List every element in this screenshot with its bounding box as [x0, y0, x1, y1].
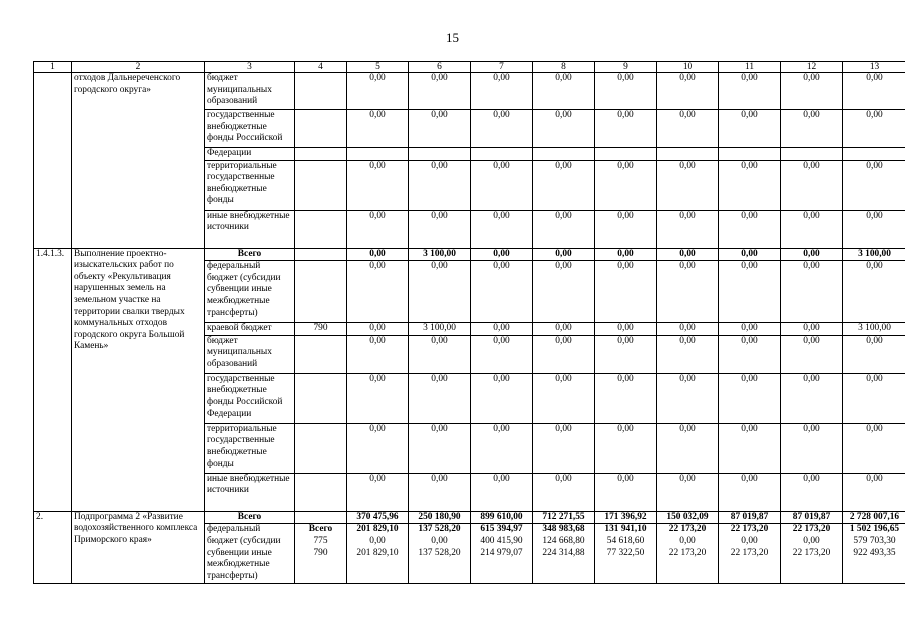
code: [295, 473, 347, 511]
value-cell: [533, 524, 595, 584]
value-line: 348 983,68: [542, 524, 585, 535]
value-line: 0,00: [741, 535, 758, 546]
value-cell: [471, 148, 533, 161]
value-cell: 87 019,87: [781, 511, 843, 524]
value-cell: 0,00: [471, 323, 533, 336]
value-cell: 0,00: [347, 335, 409, 373]
value-cell: 0,00: [657, 261, 719, 323]
value-cell: 0,00: [347, 110, 409, 148]
column-header: 1: [34, 62, 72, 73]
value-line: 224 314,88: [542, 547, 585, 558]
value-cell: 0,00: [471, 160, 533, 210]
funding-source: бюджет муниципальных образований: [205, 335, 295, 373]
funding-source: Федерации: [205, 148, 295, 161]
value-cell: 0,00: [719, 423, 781, 473]
value-cell: 0,00: [347, 473, 409, 511]
value-cell: 0,00: [533, 210, 595, 248]
value-cell: [781, 524, 843, 584]
code: [295, 210, 347, 248]
value-cell: 0,00: [533, 73, 595, 110]
value-line: 0,00: [803, 535, 820, 546]
code: [295, 511, 347, 524]
value-cell: 0,00: [781, 335, 843, 373]
value-cell: [595, 148, 657, 161]
value-cell: 0,00: [657, 473, 719, 511]
code: [295, 160, 347, 210]
value-cell: 0,00: [781, 473, 843, 511]
column-header: 11: [719, 62, 781, 73]
value-cell: [595, 524, 657, 584]
value-cell: 0,00: [347, 261, 409, 323]
value-cell: 0,00: [595, 248, 657, 261]
value-cell: 87 019,87: [719, 511, 781, 524]
value-cell: 0,00: [719, 473, 781, 511]
value-cell: [657, 148, 719, 161]
value-cell: 0,00: [595, 423, 657, 473]
value-cell: 0,00: [347, 323, 409, 336]
value-cell: 0,00: [843, 110, 905, 148]
header-row: [34, 62, 905, 73]
column-header: 4: [295, 62, 347, 73]
value-cell: 250 180,90: [409, 511, 471, 524]
value-cell: 0,00: [471, 73, 533, 110]
value-cell: 0,00: [843, 423, 905, 473]
value-cell: [843, 148, 905, 161]
value-cell: 0,00: [595, 210, 657, 248]
value-cell: 0,00: [595, 160, 657, 210]
value-cell: 0,00: [533, 160, 595, 210]
value-cell: 0,00: [471, 210, 533, 248]
column-header: 5: [347, 62, 409, 73]
value-cell: 0,00: [471, 335, 533, 373]
value-cell: 3 100,00: [409, 248, 471, 261]
value-cell: 0,00: [843, 261, 905, 323]
column-header: 7: [471, 62, 533, 73]
value-line: 0,00: [369, 535, 386, 546]
value-cell: 0,00: [781, 323, 843, 336]
value-cell: 0,00: [347, 373, 409, 423]
funding-source: краевой бюджет: [205, 323, 295, 336]
value-cell: 0,00: [347, 423, 409, 473]
value-cell: 0,00: [781, 373, 843, 423]
value-cell: [409, 148, 471, 161]
value-cell: 0,00: [409, 160, 471, 210]
value-cell: [843, 524, 905, 584]
value-cell: 0,00: [347, 210, 409, 248]
value-line: 137 528,20: [418, 547, 461, 558]
row-description: отходов Дальнереченского городского округа»: [72, 73, 205, 249]
value-cell: 0,00: [719, 323, 781, 336]
value-cell: 0,00: [843, 473, 905, 511]
value-line: 579 703,30: [853, 535, 896, 546]
value-cell: [347, 148, 409, 161]
funding-source: Всего: [205, 248, 295, 261]
value-cell: 899 610,00: [471, 511, 533, 524]
value-cell: 0,00: [781, 110, 843, 148]
value-cell: [347, 524, 409, 584]
value-line: 124 668,80: [542, 535, 585, 546]
column-header: 13: [843, 62, 905, 73]
value-cell: 0,00: [533, 261, 595, 323]
value-cell: 0,00: [843, 210, 905, 248]
value-cell: 0,00: [843, 373, 905, 423]
value-cell: 0,00: [409, 261, 471, 323]
value-cell: 0,00: [781, 248, 843, 261]
funding-source: бюджет муниципальных образований: [205, 73, 295, 110]
code: [295, 148, 347, 161]
funding-source: иные внебюджетные источники: [205, 473, 295, 511]
value-cell: 0,00: [533, 323, 595, 336]
row-description: Подпрограмма 2 «Развитие водохозяйственного комплекса Приморского края»: [72, 511, 205, 584]
value-cell: 0,00: [719, 73, 781, 110]
page-number: 15: [446, 30, 459, 45]
value-cell: 0,00: [471, 248, 533, 261]
value-line: 1 502 196,65: [849, 524, 900, 535]
value-cell: 0,00: [719, 110, 781, 148]
value-cell: 0,00: [657, 423, 719, 473]
value-line: 22 173,20: [792, 524, 831, 535]
value-cell: [719, 148, 781, 161]
value-cell: 0,00: [719, 261, 781, 323]
code: [295, 261, 347, 323]
value-cell: 0,00: [533, 335, 595, 373]
funding-source: Всего: [205, 511, 295, 524]
value-cell: 0,00: [471, 423, 533, 473]
value-cell: 150 032,09: [657, 511, 719, 524]
value-cell: 0,00: [781, 210, 843, 248]
value-cell: 712 271,55: [533, 511, 595, 524]
value-cell: 2 728 007,16: [843, 511, 905, 524]
value-cell: 0,00: [843, 73, 905, 110]
column-header: 2: [72, 62, 205, 73]
value-cell: 0,00: [471, 110, 533, 148]
funding-source: федеральный бюджет (субсидии субвенции иные межбюджетные трансферты): [205, 524, 295, 584]
value-cell: 0,00: [843, 160, 905, 210]
code: [295, 373, 347, 423]
value-cell: [471, 524, 533, 584]
value-cell: 0,00: [471, 261, 533, 323]
value-cell: 0,00: [533, 473, 595, 511]
funding-source: иные внебюджетные источники: [205, 210, 295, 248]
value-cell: 0,00: [657, 210, 719, 248]
value-cell: [719, 524, 781, 584]
value-line: 615 394,97: [480, 524, 523, 535]
value-cell: 0,00: [409, 110, 471, 148]
value-cell: 0,00: [657, 335, 719, 373]
value-cell: 0,00: [409, 335, 471, 373]
value-cell: [657, 524, 719, 584]
value-line: 77 322,50: [606, 547, 645, 558]
row-number: [34, 73, 72, 249]
value-cell: 0,00: [595, 110, 657, 148]
value-line: 54 618,60: [606, 535, 645, 546]
value-cell: 0,00: [657, 73, 719, 110]
value-line: 790: [313, 547, 328, 558]
value-line: 214 979,07: [480, 547, 523, 558]
value-cell: 0,00: [781, 73, 843, 110]
code: 790: [295, 323, 347, 336]
value-cell: 0,00: [719, 335, 781, 373]
value-line: 0,00: [431, 535, 448, 546]
column-header: 8: [533, 62, 595, 73]
value-line: 22 173,20: [730, 524, 769, 535]
value-cell: 0,00: [595, 73, 657, 110]
value-cell: 0,00: [595, 261, 657, 323]
value-cell: 0,00: [409, 73, 471, 110]
value-line: 131 941,10: [604, 524, 647, 535]
value-line: 775: [313, 535, 328, 546]
value-cell: 0,00: [595, 373, 657, 423]
value-line: 922 493,35: [853, 547, 896, 558]
value-line: 22 173,20: [792, 547, 831, 558]
row-description: Выполнение проектно-изыскательских работ по объекту «Рекультивация нарушенных земель на земельном участке на территории свалки твердых коммунальных отходов городского округа Большой Камень»: [72, 248, 205, 511]
code: [295, 423, 347, 473]
column-header: 9: [595, 62, 657, 73]
value-cell: 3 100,00: [843, 323, 905, 336]
code: [295, 524, 347, 584]
value-cell: 0,00: [719, 373, 781, 423]
value-line: 400 415,90: [480, 535, 523, 546]
value-cell: 0,00: [533, 423, 595, 473]
funding-source: федеральный бюджет (субсидии субвенции иные межбюджетные трансферты): [205, 261, 295, 323]
column-header: 12: [781, 62, 843, 73]
value-cell: 0,00: [657, 248, 719, 261]
value-cell: 0,00: [719, 210, 781, 248]
value-cell: [409, 524, 471, 584]
value-cell: 0,00: [347, 73, 409, 110]
value-cell: 370 475,96: [347, 511, 409, 524]
table-row: [34, 248, 905, 261]
funding-source: территориальные государственные внебюджетные фонды: [205, 423, 295, 473]
funding-source: государственные внебюджетные фонды Российской Федерации: [205, 373, 295, 423]
budget-table: [33, 61, 905, 584]
value-cell: 0,00: [409, 423, 471, 473]
value-cell: 0,00: [533, 110, 595, 148]
funding-source: территориальные государственные внебюджетные фонды: [205, 160, 295, 210]
value-cell: 0,00: [657, 323, 719, 336]
value-cell: 3 100,00: [409, 323, 471, 336]
row-number: 1.4.1.3.: [34, 248, 72, 511]
value-line: 201 829,10: [356, 547, 399, 558]
value-cell: 0,00: [409, 373, 471, 423]
value-line: 201 829,10: [356, 524, 399, 535]
value-cell: 0,00: [595, 335, 657, 373]
code: [295, 335, 347, 373]
value-line: 22 173,20: [668, 547, 707, 558]
value-cell: 0,00: [533, 373, 595, 423]
table-row: [34, 73, 905, 110]
value-cell: 0,00: [657, 110, 719, 148]
value-cell: 0,00: [843, 335, 905, 373]
value-line: 22 173,20: [730, 547, 769, 558]
value-cell: 0,00: [471, 373, 533, 423]
table-row: [34, 511, 905, 524]
value-cell: 0,00: [657, 373, 719, 423]
column-header: 3: [205, 62, 295, 73]
value-cell: 0,00: [781, 261, 843, 323]
value-cell: 0,00: [719, 160, 781, 210]
value-line: Всего: [308, 524, 333, 535]
row-number: 2.: [34, 511, 72, 584]
value-cell: 0,00: [347, 248, 409, 261]
value-cell: [781, 148, 843, 161]
value-line: 22 173,20: [668, 524, 707, 535]
column-header: 10: [657, 62, 719, 73]
value-cell: 171 396,92: [595, 511, 657, 524]
value-cell: 0,00: [409, 210, 471, 248]
funding-source: государственные внебюджетные фонды Российской: [205, 110, 295, 148]
value-cell: 0,00: [595, 473, 657, 511]
value-line: 137 528,20: [418, 524, 461, 535]
value-cell: 0,00: [471, 473, 533, 511]
value-cell: 0,00: [347, 160, 409, 210]
value-cell: 0,00: [719, 248, 781, 261]
value-cell: 0,00: [657, 160, 719, 210]
code: [295, 110, 347, 148]
value-cell: 0,00: [781, 160, 843, 210]
value-cell: 0,00: [595, 323, 657, 336]
code: [295, 248, 347, 261]
value-cell: 0,00: [781, 423, 843, 473]
code: [295, 73, 347, 110]
value-cell: 3 100,00: [843, 248, 905, 261]
value-line: 0,00: [679, 535, 696, 546]
value-cell: 0,00: [533, 248, 595, 261]
value-cell: 0,00: [409, 473, 471, 511]
value-cell: [533, 148, 595, 161]
column-header: 6: [409, 62, 471, 73]
